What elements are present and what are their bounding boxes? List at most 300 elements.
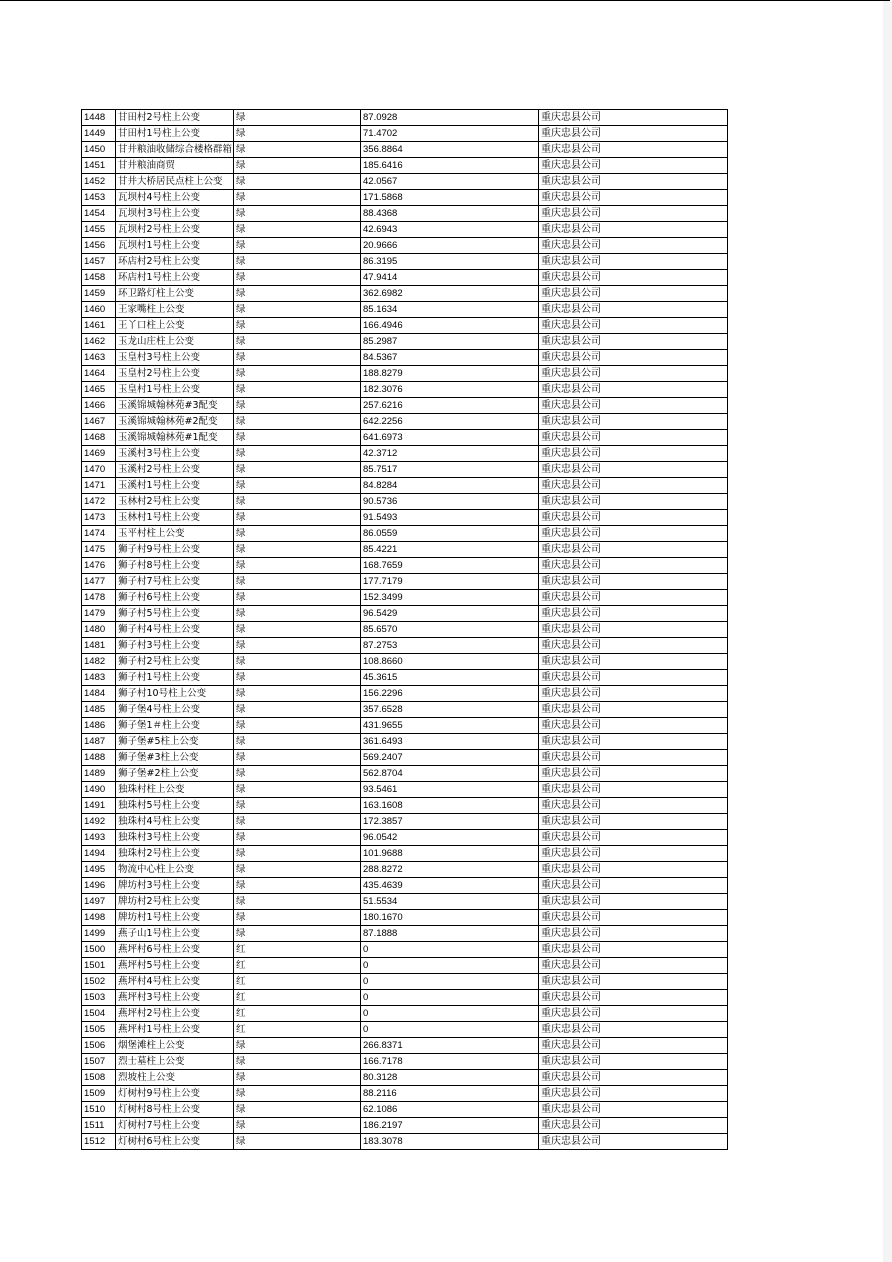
status-cell: 绿 bbox=[234, 622, 361, 638]
row-number-cell: 1500 bbox=[82, 942, 116, 958]
station-name-cell: 玉皇村2号柱上公变 bbox=[116, 366, 234, 382]
value-cell: 152.3499 bbox=[361, 590, 539, 606]
value-cell: 47.9414 bbox=[361, 270, 539, 286]
company-cell: 重庆忠县公司 bbox=[539, 366, 728, 382]
company-cell: 重庆忠县公司 bbox=[539, 1038, 728, 1054]
value-cell: 163.1608 bbox=[361, 798, 539, 814]
status-cell: 绿 bbox=[234, 510, 361, 526]
station-name-cell: 牌坊村3号柱上公变 bbox=[116, 878, 234, 894]
value-cell: 642.2256 bbox=[361, 414, 539, 430]
company-cell: 重庆忠县公司 bbox=[539, 766, 728, 782]
value-cell: 42.0567 bbox=[361, 174, 539, 190]
row-number-cell: 1467 bbox=[82, 414, 116, 430]
company-cell: 重庆忠县公司 bbox=[539, 990, 728, 1006]
table-row bbox=[82, 990, 728, 1006]
value-cell: 185.6416 bbox=[361, 158, 539, 174]
value-cell: 0 bbox=[361, 942, 539, 958]
row-number-cell: 1503 bbox=[82, 990, 116, 1006]
row-number-cell: 1472 bbox=[82, 494, 116, 510]
status-cell: 绿 bbox=[234, 878, 361, 894]
row-number-cell: 1493 bbox=[82, 830, 116, 846]
table-row bbox=[82, 894, 728, 910]
company-cell: 重庆忠县公司 bbox=[539, 1070, 728, 1086]
status-cell: 绿 bbox=[234, 910, 361, 926]
page-top-border bbox=[0, 0, 890, 1]
row-number-cell: 1459 bbox=[82, 286, 116, 302]
status-cell: 绿 bbox=[234, 814, 361, 830]
table-row bbox=[82, 1102, 728, 1118]
station-name-cell: 玉溪村1号柱上公变 bbox=[116, 478, 234, 494]
row-number-cell: 1464 bbox=[82, 366, 116, 382]
status-cell: 红 bbox=[234, 1022, 361, 1038]
status-cell: 绿 bbox=[234, 366, 361, 382]
company-cell: 重庆忠县公司 bbox=[539, 158, 728, 174]
table-row bbox=[82, 910, 728, 926]
value-cell: 569.2407 bbox=[361, 750, 539, 766]
company-cell: 重庆忠县公司 bbox=[539, 238, 728, 254]
row-number-cell: 1453 bbox=[82, 190, 116, 206]
table-row bbox=[82, 542, 728, 558]
row-number-cell: 1456 bbox=[82, 238, 116, 254]
value-cell: 85.6570 bbox=[361, 622, 539, 638]
company-cell: 重庆忠县公司 bbox=[539, 350, 728, 366]
table-row bbox=[82, 654, 728, 670]
row-number-cell: 1508 bbox=[82, 1070, 116, 1086]
value-cell: 172.3857 bbox=[361, 814, 539, 830]
company-cell: 重庆忠县公司 bbox=[539, 542, 728, 558]
company-cell: 重庆忠县公司 bbox=[539, 574, 728, 590]
station-name-cell: 狮子村2号柱上公变 bbox=[116, 654, 234, 670]
status-cell: 绿 bbox=[234, 526, 361, 542]
station-name-cell: 狮子村6号柱上公变 bbox=[116, 590, 234, 606]
status-cell: 绿 bbox=[234, 702, 361, 718]
status-cell: 绿 bbox=[234, 334, 361, 350]
status-cell: 绿 bbox=[234, 558, 361, 574]
station-name-cell: 燕坪村3号柱上公变 bbox=[116, 990, 234, 1006]
value-cell: 183.3078 bbox=[361, 1134, 539, 1150]
station-name-cell: 牌坊村1号柱上公变 bbox=[116, 910, 234, 926]
row-number-cell: 1507 bbox=[82, 1054, 116, 1070]
table-row bbox=[82, 414, 728, 430]
value-cell: 0 bbox=[361, 958, 539, 974]
status-cell: 绿 bbox=[234, 110, 361, 126]
company-cell: 重庆忠县公司 bbox=[539, 430, 728, 446]
row-number-cell: 1477 bbox=[82, 574, 116, 590]
station-name-cell: 玉平村柱上公变 bbox=[116, 526, 234, 542]
status-cell: 红 bbox=[234, 958, 361, 974]
value-cell: 71.4702 bbox=[361, 126, 539, 142]
row-number-cell: 1506 bbox=[82, 1038, 116, 1054]
status-cell: 绿 bbox=[234, 1054, 361, 1070]
row-number-cell: 1504 bbox=[82, 1006, 116, 1022]
station-name-cell: 环店村2号柱上公变 bbox=[116, 254, 234, 270]
page-right-gutter bbox=[883, 1, 892, 1262]
status-cell: 绿 bbox=[234, 158, 361, 174]
value-cell: 0 bbox=[361, 1022, 539, 1038]
value-cell: 85.1634 bbox=[361, 302, 539, 318]
company-cell: 重庆忠县公司 bbox=[539, 1118, 728, 1134]
row-number-cell: 1494 bbox=[82, 846, 116, 862]
company-cell: 重庆忠县公司 bbox=[539, 1102, 728, 1118]
station-name-cell: 甘田村2号柱上公变 bbox=[116, 110, 234, 126]
company-cell: 重庆忠县公司 bbox=[539, 302, 728, 318]
row-number-cell: 1461 bbox=[82, 318, 116, 334]
company-cell: 重庆忠县公司 bbox=[539, 446, 728, 462]
station-name-cell: 玉溪村2号柱上公变 bbox=[116, 462, 234, 478]
table-row bbox=[82, 798, 728, 814]
status-cell: 绿 bbox=[234, 350, 361, 366]
station-name-cell: 狮子堡#5柱上公变 bbox=[116, 734, 234, 750]
company-cell: 重庆忠县公司 bbox=[539, 606, 728, 622]
status-cell: 绿 bbox=[234, 766, 361, 782]
station-name-cell: 狮子村10号柱上公变 bbox=[116, 686, 234, 702]
station-name-cell: 独珠村柱上公变 bbox=[116, 782, 234, 798]
station-name-cell: 甘田村1号柱上公变 bbox=[116, 126, 234, 142]
station-name-cell: 燕坪村1号柱上公变 bbox=[116, 1022, 234, 1038]
status-cell: 绿 bbox=[234, 670, 361, 686]
table-row bbox=[82, 382, 728, 398]
station-name-cell: 环店村1号柱上公变 bbox=[116, 270, 234, 286]
table-row bbox=[82, 926, 728, 942]
company-cell: 重庆忠县公司 bbox=[539, 1022, 728, 1038]
table-body bbox=[82, 110, 728, 1150]
station-name-cell: 独珠村3号柱上公变 bbox=[116, 830, 234, 846]
row-number-cell: 1491 bbox=[82, 798, 116, 814]
table-row bbox=[82, 702, 728, 718]
value-cell: 168.7659 bbox=[361, 558, 539, 574]
company-cell: 重庆忠县公司 bbox=[539, 110, 728, 126]
row-number-cell: 1474 bbox=[82, 526, 116, 542]
value-cell: 91.5493 bbox=[361, 510, 539, 526]
status-cell: 绿 bbox=[234, 238, 361, 254]
value-cell: 42.6943 bbox=[361, 222, 539, 238]
row-number-cell: 1458 bbox=[82, 270, 116, 286]
status-cell: 绿 bbox=[234, 1038, 361, 1054]
table-row bbox=[82, 958, 728, 974]
row-number-cell: 1495 bbox=[82, 862, 116, 878]
company-cell: 重庆忠县公司 bbox=[539, 142, 728, 158]
table-row bbox=[82, 110, 728, 126]
table-row bbox=[82, 878, 728, 894]
status-cell: 绿 bbox=[234, 222, 361, 238]
row-number-cell: 1502 bbox=[82, 974, 116, 990]
value-cell: 357.6528 bbox=[361, 702, 539, 718]
status-cell: 红 bbox=[234, 942, 361, 958]
value-cell: 171.5868 bbox=[361, 190, 539, 206]
company-cell: 重庆忠县公司 bbox=[539, 174, 728, 190]
row-number-cell: 1454 bbox=[82, 206, 116, 222]
company-cell: 重庆忠县公司 bbox=[539, 1006, 728, 1022]
table-row bbox=[82, 510, 728, 526]
company-cell: 重庆忠县公司 bbox=[539, 398, 728, 414]
station-name-cell: 牌坊村2号柱上公变 bbox=[116, 894, 234, 910]
station-name-cell: 灯树村8号柱上公变 bbox=[116, 1102, 234, 1118]
value-cell: 96.0542 bbox=[361, 830, 539, 846]
status-cell: 红 bbox=[234, 974, 361, 990]
row-number-cell: 1448 bbox=[82, 110, 116, 126]
table-row bbox=[82, 238, 728, 254]
status-cell: 绿 bbox=[234, 174, 361, 190]
company-cell: 重庆忠县公司 bbox=[539, 830, 728, 846]
station-name-cell: 狮子堡1＃柱上公变 bbox=[116, 718, 234, 734]
row-number-cell: 1510 bbox=[82, 1102, 116, 1118]
table-row bbox=[82, 174, 728, 190]
value-cell: 108.8660 bbox=[361, 654, 539, 670]
value-cell: 42.3712 bbox=[361, 446, 539, 462]
value-cell: 180.1670 bbox=[361, 910, 539, 926]
value-cell: 641.6973 bbox=[361, 430, 539, 446]
row-number-cell: 1505 bbox=[82, 1022, 116, 1038]
status-cell: 绿 bbox=[234, 1086, 361, 1102]
table-row bbox=[82, 782, 728, 798]
status-cell: 绿 bbox=[234, 1118, 361, 1134]
status-cell: 绿 bbox=[234, 1070, 361, 1086]
row-number-cell: 1457 bbox=[82, 254, 116, 270]
table-row bbox=[82, 366, 728, 382]
station-name-cell: 玉溪锦城翰林苑#3配变 bbox=[116, 398, 234, 414]
table-row bbox=[82, 1038, 728, 1054]
station-name-cell: 燕子山1号柱上公变 bbox=[116, 926, 234, 942]
table-row bbox=[82, 766, 728, 782]
table-row bbox=[82, 830, 728, 846]
row-number-cell: 1512 bbox=[82, 1134, 116, 1150]
table-row bbox=[82, 334, 728, 350]
value-cell: 361.6493 bbox=[361, 734, 539, 750]
table-row bbox=[82, 718, 728, 734]
row-number-cell: 1485 bbox=[82, 702, 116, 718]
table-row bbox=[82, 206, 728, 222]
status-cell: 绿 bbox=[234, 254, 361, 270]
company-cell: 重庆忠县公司 bbox=[539, 942, 728, 958]
status-cell: 绿 bbox=[234, 574, 361, 590]
station-name-cell: 甘井粮油收储综合楼格群箱 bbox=[116, 142, 234, 158]
value-cell: 20.9666 bbox=[361, 238, 539, 254]
row-number-cell: 1481 bbox=[82, 638, 116, 654]
station-name-cell: 燕坪村6号柱上公变 bbox=[116, 942, 234, 958]
table-row bbox=[82, 270, 728, 286]
value-cell: 562.8704 bbox=[361, 766, 539, 782]
table-row bbox=[82, 590, 728, 606]
status-cell: 绿 bbox=[234, 798, 361, 814]
row-number-cell: 1473 bbox=[82, 510, 116, 526]
value-cell: 182.3076 bbox=[361, 382, 539, 398]
company-cell: 重庆忠县公司 bbox=[539, 206, 728, 222]
value-cell: 166.4946 bbox=[361, 318, 539, 334]
value-cell: 90.5736 bbox=[361, 494, 539, 510]
station-name-cell: 烟堡滩柱上公变 bbox=[116, 1038, 234, 1054]
value-cell: 186.2197 bbox=[361, 1118, 539, 1134]
value-cell: 86.0559 bbox=[361, 526, 539, 542]
status-cell: 绿 bbox=[234, 734, 361, 750]
value-cell: 85.4221 bbox=[361, 542, 539, 558]
status-cell: 绿 bbox=[234, 830, 361, 846]
table-row bbox=[82, 734, 728, 750]
row-number-cell: 1470 bbox=[82, 462, 116, 478]
company-cell: 重庆忠县公司 bbox=[539, 926, 728, 942]
station-name-cell: 燕坪村2号柱上公变 bbox=[116, 1006, 234, 1022]
company-cell: 重庆忠县公司 bbox=[539, 494, 728, 510]
station-name-cell: 狮子村8号柱上公变 bbox=[116, 558, 234, 574]
row-number-cell: 1463 bbox=[82, 350, 116, 366]
row-number-cell: 1497 bbox=[82, 894, 116, 910]
row-number-cell: 1509 bbox=[82, 1086, 116, 1102]
status-cell: 绿 bbox=[234, 750, 361, 766]
status-cell: 绿 bbox=[234, 318, 361, 334]
value-cell: 156.2296 bbox=[361, 686, 539, 702]
status-cell: 绿 bbox=[234, 638, 361, 654]
status-cell: 绿 bbox=[234, 494, 361, 510]
station-name-cell: 烈士墓柱上公变 bbox=[116, 1054, 234, 1070]
value-cell: 80.3128 bbox=[361, 1070, 539, 1086]
table-row bbox=[82, 190, 728, 206]
table-row bbox=[82, 222, 728, 238]
company-cell: 重庆忠县公司 bbox=[539, 750, 728, 766]
station-name-cell: 狮子堡#2柱上公变 bbox=[116, 766, 234, 782]
company-cell: 重庆忠县公司 bbox=[539, 1134, 728, 1150]
row-number-cell: 1492 bbox=[82, 814, 116, 830]
value-cell: 431.9655 bbox=[361, 718, 539, 734]
table-row bbox=[82, 1022, 728, 1038]
table-row bbox=[82, 1006, 728, 1022]
station-name-cell: 灯树村6号柱上公变 bbox=[116, 1134, 234, 1150]
table-row bbox=[82, 446, 728, 462]
value-cell: 177.7179 bbox=[361, 574, 539, 590]
row-number-cell: 1466 bbox=[82, 398, 116, 414]
station-name-cell: 狮子堡4号柱上公变 bbox=[116, 702, 234, 718]
status-cell: 绿 bbox=[234, 1102, 361, 1118]
table-row bbox=[82, 670, 728, 686]
company-cell: 重庆忠县公司 bbox=[539, 1054, 728, 1070]
station-name-cell: 燕坪村5号柱上公变 bbox=[116, 958, 234, 974]
status-cell: 绿 bbox=[234, 718, 361, 734]
table-row bbox=[82, 1118, 728, 1134]
status-cell: 绿 bbox=[234, 862, 361, 878]
company-cell: 重庆忠县公司 bbox=[539, 686, 728, 702]
station-name-cell: 狮子村1号柱上公变 bbox=[116, 670, 234, 686]
company-cell: 重庆忠县公司 bbox=[539, 814, 728, 830]
station-name-cell: 瓦坝村1号柱上公变 bbox=[116, 238, 234, 254]
value-cell: 0 bbox=[361, 990, 539, 1006]
status-cell: 绿 bbox=[234, 782, 361, 798]
value-cell: 288.8272 bbox=[361, 862, 539, 878]
table-row bbox=[82, 318, 728, 334]
company-cell: 重庆忠县公司 bbox=[539, 894, 728, 910]
company-cell: 重庆忠县公司 bbox=[539, 318, 728, 334]
table-row bbox=[82, 1070, 728, 1086]
company-cell: 重庆忠县公司 bbox=[539, 270, 728, 286]
value-cell: 96.5429 bbox=[361, 606, 539, 622]
row-number-cell: 1475 bbox=[82, 542, 116, 558]
table-row bbox=[82, 1086, 728, 1102]
value-cell: 0 bbox=[361, 1006, 539, 1022]
value-cell: 266.8371 bbox=[361, 1038, 539, 1054]
company-cell: 重庆忠县公司 bbox=[539, 510, 728, 526]
company-cell: 重庆忠县公司 bbox=[539, 126, 728, 142]
status-cell: 绿 bbox=[234, 686, 361, 702]
value-cell: 435.4639 bbox=[361, 878, 539, 894]
station-name-cell: 玉溪锦城翰林苑#1配变 bbox=[116, 430, 234, 446]
value-cell: 62.1086 bbox=[361, 1102, 539, 1118]
table-row bbox=[82, 1054, 728, 1070]
row-number-cell: 1496 bbox=[82, 878, 116, 894]
company-cell: 重庆忠县公司 bbox=[539, 878, 728, 894]
station-name-cell: 狮子堡#3柱上公变 bbox=[116, 750, 234, 766]
table-row bbox=[82, 142, 728, 158]
table-row bbox=[82, 430, 728, 446]
status-cell: 绿 bbox=[234, 542, 361, 558]
station-name-cell: 独珠村4号柱上公变 bbox=[116, 814, 234, 830]
row-number-cell: 1450 bbox=[82, 142, 116, 158]
company-cell: 重庆忠县公司 bbox=[539, 478, 728, 494]
company-cell: 重庆忠县公司 bbox=[539, 734, 728, 750]
table-row bbox=[82, 462, 728, 478]
station-name-cell: 玉林村2号柱上公变 bbox=[116, 494, 234, 510]
status-cell: 绿 bbox=[234, 894, 361, 910]
value-cell: 45.3615 bbox=[361, 670, 539, 686]
company-cell: 重庆忠县公司 bbox=[539, 974, 728, 990]
company-cell: 重庆忠县公司 bbox=[539, 622, 728, 638]
company-cell: 重庆忠县公司 bbox=[539, 190, 728, 206]
row-number-cell: 1469 bbox=[82, 446, 116, 462]
row-number-cell: 1479 bbox=[82, 606, 116, 622]
row-number-cell: 1471 bbox=[82, 478, 116, 494]
table-row bbox=[82, 814, 728, 830]
table-row bbox=[82, 558, 728, 574]
table-row bbox=[82, 974, 728, 990]
status-cell: 绿 bbox=[234, 126, 361, 142]
status-cell: 红 bbox=[234, 990, 361, 1006]
value-cell: 93.5461 bbox=[361, 782, 539, 798]
status-cell: 绿 bbox=[234, 382, 361, 398]
status-cell: 绿 bbox=[234, 606, 361, 622]
value-cell: 188.8279 bbox=[361, 366, 539, 382]
row-number-cell: 1487 bbox=[82, 734, 116, 750]
value-cell: 85.2987 bbox=[361, 334, 539, 350]
table-row bbox=[82, 158, 728, 174]
status-cell: 绿 bbox=[234, 190, 361, 206]
station-name-cell: 燕坪村4号柱上公变 bbox=[116, 974, 234, 990]
station-name-cell: 环卫路灯柱上公变 bbox=[116, 286, 234, 302]
status-cell: 绿 bbox=[234, 414, 361, 430]
value-cell: 257.6216 bbox=[361, 398, 539, 414]
value-cell: 87.0928 bbox=[361, 110, 539, 126]
station-name-cell: 玉皇村3号柱上公变 bbox=[116, 350, 234, 366]
value-cell: 86.3195 bbox=[361, 254, 539, 270]
station-name-cell: 狮子村9号柱上公变 bbox=[116, 542, 234, 558]
company-cell: 重庆忠县公司 bbox=[539, 526, 728, 542]
station-name-cell: 王丫口柱上公变 bbox=[116, 318, 234, 334]
status-cell: 红 bbox=[234, 1006, 361, 1022]
table-row bbox=[82, 686, 728, 702]
row-number-cell: 1455 bbox=[82, 222, 116, 238]
table-row bbox=[82, 862, 728, 878]
station-name-cell: 玉溪村3号柱上公变 bbox=[116, 446, 234, 462]
status-cell: 绿 bbox=[234, 286, 361, 302]
station-name-cell: 狮子村7号柱上公变 bbox=[116, 574, 234, 590]
company-cell: 重庆忠县公司 bbox=[539, 846, 728, 862]
company-cell: 重庆忠县公司 bbox=[539, 670, 728, 686]
company-cell: 重庆忠县公司 bbox=[539, 718, 728, 734]
row-number-cell: 1480 bbox=[82, 622, 116, 638]
row-number-cell: 1468 bbox=[82, 430, 116, 446]
company-cell: 重庆忠县公司 bbox=[539, 654, 728, 670]
table-row bbox=[82, 622, 728, 638]
company-cell: 重庆忠县公司 bbox=[539, 1086, 728, 1102]
station-name-cell: 瓦坝村2号柱上公变 bbox=[116, 222, 234, 238]
table-row bbox=[82, 286, 728, 302]
station-name-cell: 物流中心柱上公变 bbox=[116, 862, 234, 878]
station-name-cell: 玉龙山庄柱上公变 bbox=[116, 334, 234, 350]
